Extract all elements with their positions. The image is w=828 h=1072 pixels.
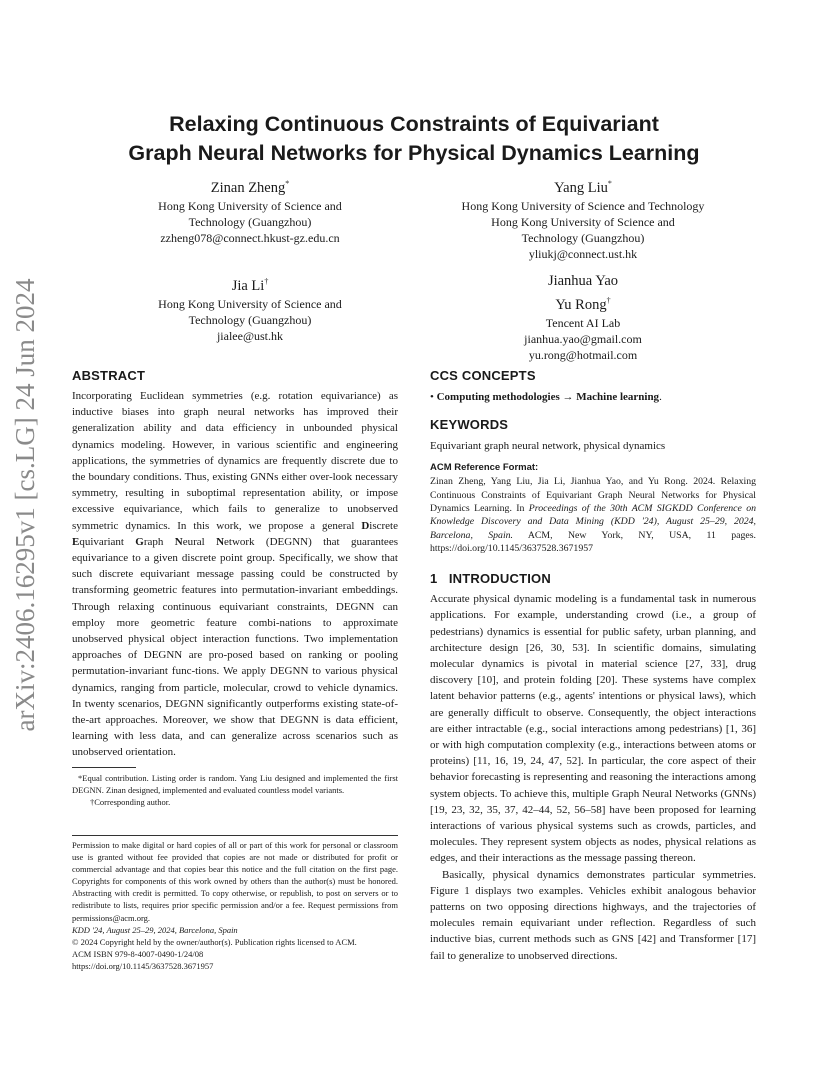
left-column [72,368,398,761]
author-name: Yu Rong [555,296,607,313]
ccs-concepts: • Computing methodologies → Machine learning. [430,391,662,403]
author-email: jianhua.yao@gmail.com [524,331,642,346]
author-email: yliukj@connect.ust.hk [528,246,638,261]
reference-text: Zinan Zheng, Yang Liu, Jia Li, Jianhua Yao, and Yu Rong. 2024. Relaxing Continuous Constraints of Equivariant Graph Neural Networks for Physical Dynamics Learning. In Proceedings of the 30th ACM SIGKDD Conference on Knowledge Discovery and Data Mining (KDD '24), August 25–29, 2024, Barcelona, Spain. ACM, New York, NY, USA, 11 pages. https://doi.org/10.1145/3637528.3671957 [430,476,757,554]
affiliation: Hong Kong University of Science and [158,296,342,311]
author-jia-li [100,272,400,344]
author-name: Zinan Zheng [210,179,286,196]
copyright: © 2024 Copyright held by the owner/author(s). Publication rights licensed to ACM. [72,936,357,947]
author-yang-liu [428,174,738,262]
author-zinan-zheng [100,174,400,246]
footnote-rule [72,767,136,768]
affiliation: Technology (Guangzhou) [188,312,312,327]
doi-link[interactable]: https://doi.org/10.1145/3637528.3671957 [72,960,214,971]
affiliation: Tencent AI Lab [545,315,621,330]
title-line-2: Graph Neural Networks for Physical Dynamics Learning [128,141,700,165]
author-name: Jia Li [231,277,265,294]
permission-rule [72,835,398,836]
footnotes [72,772,398,808]
author-email: yu.rong@hotmail.com [528,347,638,362]
isbn: ACM ISBN 979-8-4007-0490-1/24/08 [72,948,204,959]
footnote-corresponding-author: †Corresponding author. [90,797,171,808]
author-email: jialee@ust.hk [216,328,284,343]
title-line-1: Relaxing Continuous Constraints of Equivariant [169,112,659,136]
equal-contribution-mark: * [607,179,612,188]
affiliation: Hong Kong University of Science and Technology [461,198,705,213]
intro-paragraph-2: Basically, physical dynamics demonstrates particular symmetries. Figure 1 displays two examples. Vehicles exhibit analogous behavior patterns on two opposing directions highways, and the trajectories of molecules remain equivariant under reflection. Regardless of such inductive bias, current methods such as GNS [42] and Transformer [17] fail to generalize to unobserved directions. [430,868,756,962]
intro-paragraph-1: Accurate physical dynamic modeling is a fundamental task in numerous applications. For example, understanding crowd (i.e., a group of pedestrians) dynamics is essential for public safety, urban planning, and architecture design [26, 30, 53]. In scientific domains, simulating molecular dynamics is pivotal in material science [27, 33], drug discovery [10], and protein folding [20]. These systems have complex latent behavior patterns (e.g., agents' intentions or physical laws), which are generally difficult to observe. Consequently, the object interactions are either intractable (e.g., social interactions among pedestrians) [1, 36] or with high computation complexity (e.g., interactions between atoms or proteins) [11, 16, 19, 24, 47, 52]. In particular, the core aspect of their behavior forecasting is representing and reasoning the interactions among system objects. To achieve this, multiple Graph Neural Networks (GNNs) [19, 23, 32, 35, 37, 42–44, 52, 56–58] have been proposed for learning interactions of various physical systems such as crowds, particles, and molecules. They represent system objects as nodes, physical relations as edges, and their interactions as the message passing thereon. [430,593,756,865]
abstract-heading: ABSTRACT [72,368,146,383]
right-column [430,368,756,964]
introduction-heading: 1 INTRODUCTION [430,571,551,587]
author-name: Jianhua Yao [547,273,619,289]
permission-block [72,839,398,972]
footnote-equal-contribution: *Equal contribution. Listing order is random. Yang Liu designed and implemented the first DEGNN. Zinan designed, implemented and evaluated countless model variants. [72,773,398,796]
arxiv-identifier: arXiv:2406.16295v1 [cs.LG] 24 Jun 2024 [10,278,40,732]
permission-text: Permission to make digital or hard copies of all or part of this work for personal or classroom use is granted without fee provided that copies are not made or distributed for profit or commercial advantage and that copies bear this notice and the full citation on the first page. Copyrights for components of this work owned by others than the author(s) must be honored. Abstracting with credit is permitted. To copy otherwise, or republish, to post on servers or to redistribute to lists, requires prior specific permission and/or a fee. Request permissions from permissions@acm.org. [72,840,398,923]
venue: KDD '24, August 25–29, 2024, Barcelona, Spain [72,924,238,935]
author-email: zzheng078@connect.hkust-gz.edu.cn [160,230,340,245]
corresponding-author-mark: † [264,277,269,286]
affiliation: Hong Kong University of Science and [491,214,675,229]
ccs-heading: CCS CONCEPTS [430,368,536,383]
corresponding-author-mark: † [606,296,611,305]
paper-title [60,110,768,168]
abstract-text: Incorporating Euclidean symmetries (e.g. rotation equivariance) as inductive biases into graph neural networks has improved their generalization ability and data efficiency in unbounded physical dynamics modeling. However, in various scientific and engineering applications, the symmetries of dynamics are frequently discrete due to the boundary conditions. Thus, existing GNNs either over-look necessary symmetry, resulting in suboptimal representation ability, or impose excessive equivariance, which fails to generalize to unobserved symmetric dynamics. In this work, we propose a general Discrete Equivariant Graph Neural Network (DEGNN) that guarantees equivariance to a given discrete point group. Specifically, we show that such discrete equivariant message passing could be constructed by transforming geometric features into permutation-invariant embeddings. Through relaxing continuous equivariant constraints, DEGNN can employ more geometric feature combi-nations to approximate unobserved physical object interaction functions. Two implementation approaches of DEGNN are pro-posed based on ranking or pooling permutation-invariant func-tions. We apply DEGNN to various physical dynamics, ranging from particle, molecular, crowd to vehicle dynamics. In twenty scenarios, DEGNN significantly outperforms existing state-of-the-art approaches. Moreover, we show that DEGNN is data efficient, learning with less data, and can generalize across scenarios such as unobserved orientation. [72,390,398,759]
author-name: Yang Liu [554,179,608,196]
affiliation: Hong Kong University of Science and [158,198,342,213]
keywords-heading: KEYWORDS [430,417,509,433]
affiliation: Technology (Guangzhou) [521,230,645,245]
equal-contribution-mark: * [285,179,290,188]
keywords-text: Equivariant graph neural network, physical dynamics [430,440,666,453]
author-jianhua-yao-yu-rong [428,272,738,363]
reference-heading: ACM Reference Format: [430,462,539,474]
affiliation: Technology (Guangzhou) [188,214,312,229]
